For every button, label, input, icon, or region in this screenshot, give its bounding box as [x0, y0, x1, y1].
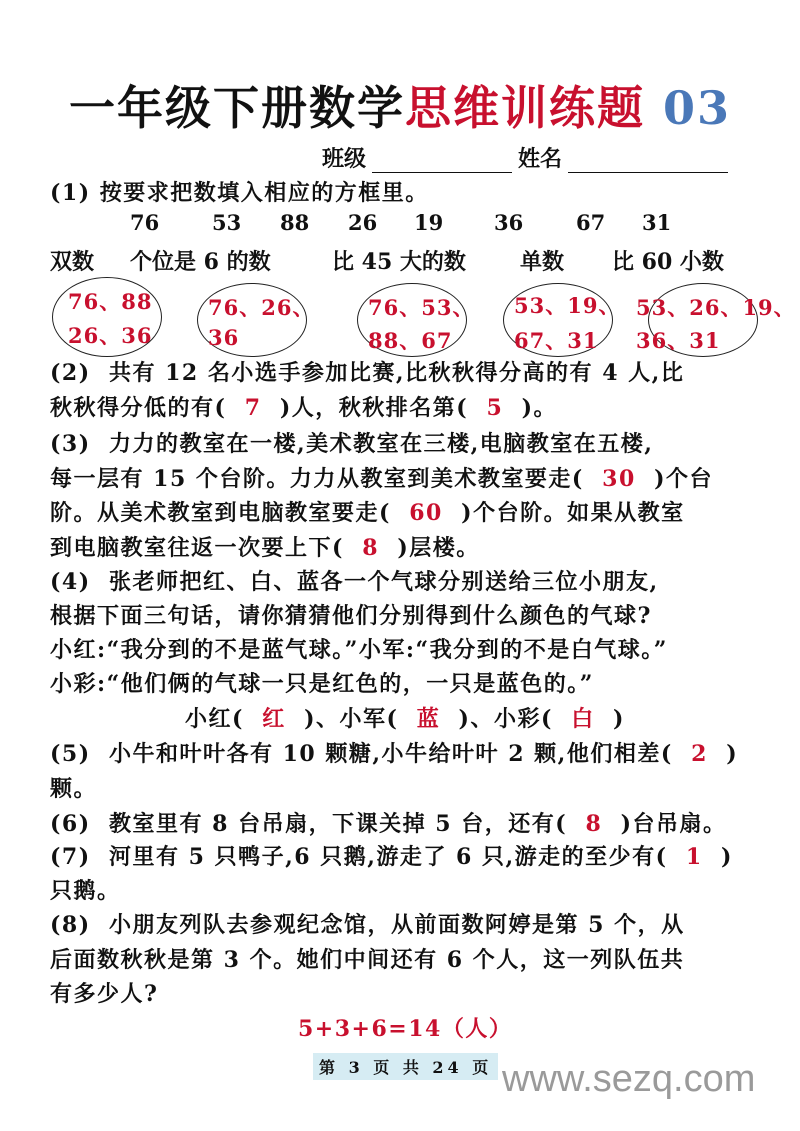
question-line: [50, 565, 659, 596]
question-text: 每一层有 15 个台阶。力力从教室到美术教室要走(: [50, 466, 603, 492]
question-text: 阶。从美术教室到电脑教室要走(: [50, 500, 410, 526]
answer-text: 76、53、: [368, 295, 475, 320]
category-label: 比 45 大的数: [332, 249, 466, 275]
title-main: 一年级下册数学: [68, 81, 405, 135]
class-field[interactable]: [372, 152, 512, 173]
answer-text: 60: [409, 500, 443, 526]
number: 26: [348, 210, 378, 235]
number: 67: [576, 210, 606, 235]
category-label: 双数: [50, 249, 95, 275]
question-line: [50, 462, 713, 493]
question-line: [50, 633, 668, 664]
question-text: )、小彩(: [440, 706, 572, 732]
number: 36: [494, 210, 524, 235]
category-label: 比 60 小数: [612, 249, 724, 275]
title-highlight: 思维训练题: [404, 81, 645, 135]
question-text: ): [702, 844, 733, 870]
question-line: [185, 702, 625, 733]
name-label: 姓名: [518, 146, 563, 172]
answer-text: 76、88: [68, 289, 153, 314]
question-text: 到电脑教室往返一次要上下(: [50, 535, 363, 561]
question-line: [50, 737, 738, 768]
question-text: (7) 河里有 5 只鸭子,6 只鹅,游走了 6 只,游走的至少有(: [50, 844, 686, 870]
question-text: 后面数秋秋是第 3 个。她们中间还有 6 个人，这一列队伍共: [50, 947, 685, 973]
question-text: 小彩:“他们俩的气球一只是红色的，一只是蓝色的。”: [50, 671, 594, 697]
page-indicator: 第 3 页 共 24 页: [313, 1053, 498, 1080]
answer-text: 白: [571, 706, 595, 732]
question-text: (4) 张老师把红、白、蓝各一个气球分别送给三位小朋友,: [50, 569, 659, 595]
question-line: [50, 391, 557, 422]
answer-text: 8: [362, 535, 380, 561]
answer-text: 2: [691, 741, 708, 767]
question-text: (3) 力力的教室在一楼,美术教室在三楼,电脑教室在五楼,: [50, 431, 654, 457]
question-line: [50, 356, 684, 387]
title-number: 03: [663, 81, 732, 135]
question-text: )。: [503, 395, 558, 421]
answer-text: 76、26、: [208, 295, 315, 320]
answer-text: 36、31: [636, 328, 721, 353]
question-text: )台吊扇。: [602, 811, 727, 837]
question-text: 秋秋得分低的有(: [50, 395, 245, 421]
question-text: )人，秋秋排名第(: [261, 395, 487, 421]
question-text: )个台: [635, 466, 714, 492]
name-field[interactable]: [568, 152, 728, 173]
question-text: ): [594, 706, 625, 732]
question-text: (8) 小朋友列队去参观纪念馆，从前面数阿婷是第 5 个，从: [50, 912, 685, 938]
number: 53: [212, 210, 242, 235]
question-line: [50, 427, 653, 458]
answer-text: 36: [208, 325, 240, 350]
answer-text: 5+3+6=14（人）: [298, 1016, 513, 1042]
question-text: )个台阶。如果从教室: [442, 500, 685, 526]
answer-text: 26、36: [68, 323, 153, 348]
answer-text: 53、19、: [514, 293, 621, 318]
watermark: www.sezq.com: [502, 1058, 756, 1100]
answer-text: 1: [685, 844, 703, 870]
question-line: [298, 1012, 512, 1043]
question-text: 颗。: [50, 776, 98, 802]
question-text: ): [707, 741, 739, 767]
answer-text: 67、31: [514, 328, 599, 353]
answer-text: 88、67: [368, 328, 453, 353]
question-text: 小红(: [185, 706, 263, 732]
question-text: (5) 小牛和叶叶各有 10 颗糖,小牛给叶叶 2 颗,他们相差(: [50, 741, 692, 767]
number: 88: [280, 210, 310, 235]
question-line: [50, 840, 733, 871]
number: 76: [130, 210, 160, 235]
class-label: 班级: [322, 146, 367, 172]
question-line: [50, 599, 652, 630]
question-line: [50, 772, 97, 803]
question-text: 根据下面三句话，请你猜猜他们分别得到什么颜色的气球?: [50, 603, 652, 629]
question-text: (6) 教室里有 8 台吊扇，下课关掉 5 台，还有(: [50, 811, 586, 837]
question-text: 小红:“我分到的不是蓝气球。”小军:“我分到的不是白气球。”: [50, 637, 668, 663]
question-line: [50, 977, 158, 1008]
page-title: [0, 72, 800, 138]
question-line: [50, 943, 684, 974]
question-line: [50, 908, 685, 939]
q1-prompt: (1) 按要求把数填入相应的方框里。: [50, 180, 429, 206]
question-text: 只鹅。: [50, 878, 121, 904]
answer-text: 红: [262, 706, 286, 732]
question-line: [50, 531, 480, 562]
question-text: )、小军(: [285, 706, 417, 732]
question-text: (2) 共有 12 名小选手参加比赛,比秋秋得分高的有 4 人,比: [50, 360, 685, 386]
answer-text: 53、26、19、: [636, 295, 796, 320]
answer-text: 8: [585, 811, 603, 837]
answer-text: 蓝: [416, 706, 441, 732]
category-label: 个位是 6 的数: [130, 249, 271, 275]
question-line: [50, 496, 685, 527]
class-name-line: [322, 142, 734, 173]
answer-text: 30: [602, 466, 636, 492]
category-label: 单数: [520, 249, 565, 275]
question-text: )层楼。: [379, 535, 480, 561]
number: 31: [642, 210, 672, 235]
question-text: 有多少人?: [50, 981, 159, 1007]
question-line: [50, 667, 594, 698]
answer-text: 7: [244, 395, 262, 421]
question-line: [50, 807, 726, 838]
answer-text: 5: [486, 395, 504, 421]
question-line: [50, 874, 121, 905]
number: 19: [414, 210, 444, 235]
